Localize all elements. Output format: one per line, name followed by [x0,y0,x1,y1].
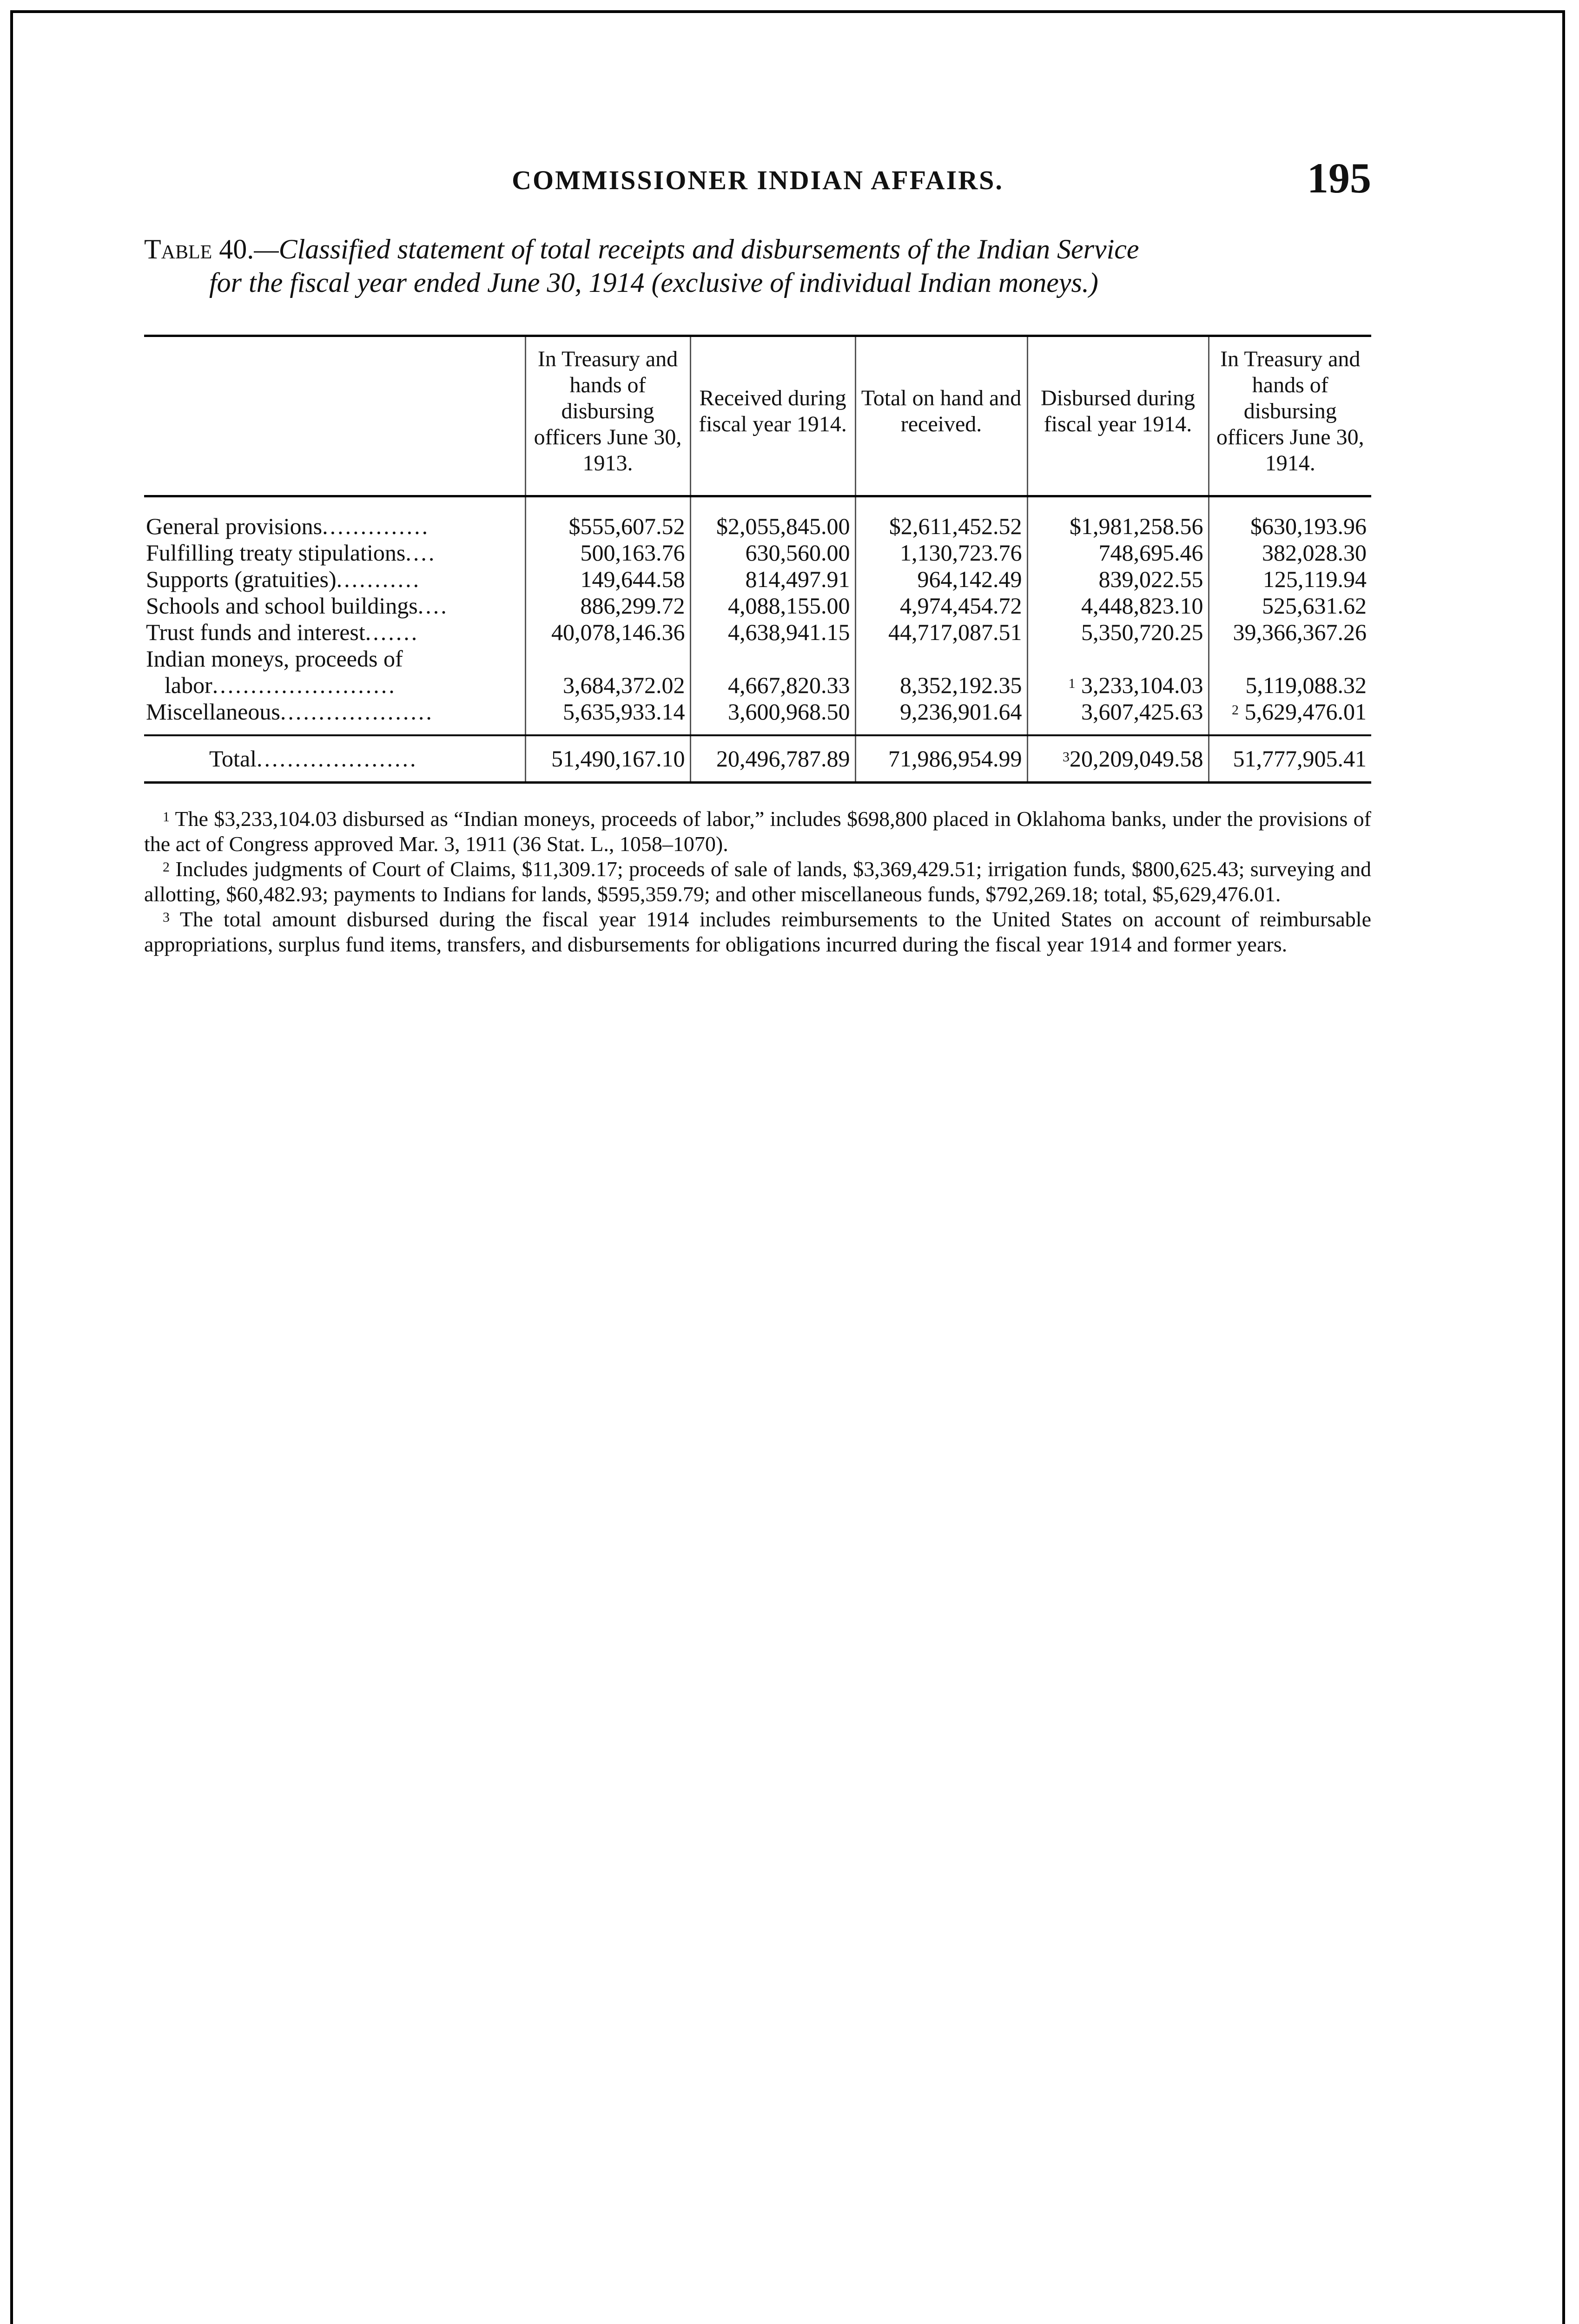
cell-total-on-hand: $2,611,452.52 [855,496,1027,540]
cell-received-1914: $2,055,845.00 [690,496,855,540]
caption-title-part-1: —Classified statement of total receipts and disbursements of the Indian Service [254,234,1139,264]
table-row [144,566,1371,593]
cell-balance-1914: $^2$ 5,629,476.01 [1209,699,1371,735]
header-total-on-hand: Total on hand and received. [855,336,1027,496]
cell-received-1914: 814,497.91 [690,566,855,593]
footnote-ref: 2 [1232,702,1239,718]
footnotes [144,806,1371,957]
cell-received-1914: 4,638,941.15 [690,619,855,646]
table-row [144,540,1371,566]
row-label: General provisions.............. [146,513,430,539]
cell-total-on-hand: 964,142.49 [855,566,1027,593]
header-disbursed-1914: Disbursed during fiscal year 1914. [1027,336,1209,496]
statement-table-wrapper [144,335,1371,784]
total-balance-1913: 51,490,167.10 [525,735,690,783]
cell-balance-1914: $630,193.96 [1209,496,1371,540]
footnote-3: $^3$ The total amount disbursed during the fiscal year 1914 includes reimbursements to the United States on account of reimbursable appropriations, surplus fund items, transfers, and disbursements for obligations incurred during the fiscal year 1914 and former years. [144,907,1371,956]
total-row [144,735,1371,783]
cell-balance-1913: 5,635,933.14 [525,699,690,735]
caption-line-1 [144,232,1371,266]
cell-balance-1913: 500,163.76 [525,540,690,566]
cell-total-on-hand: 1,130,723.76 [855,540,1027,566]
cell-balance-1914: 5,119,088.32 [1209,646,1371,699]
cell-balance-1913: 149,644.58 [525,566,690,593]
row-label: Supports (gratuities)........... [146,566,421,592]
page-number: 195 [1307,154,1371,202]
running-title: COMMISSIONER INDIAN AFFAIRS. [512,165,1004,195]
cell-disbursed-1914: 839,022.55 [1027,566,1209,593]
cell-received-1914: 630,560.00 [690,540,855,566]
row-label: Schools and school buildings.... [146,593,449,619]
cell-balance-1914: 382,028.30 [1209,540,1371,566]
cell-received-1914: 4,667,820.33 [690,646,855,699]
caption-title-part-2: for the fiscal year ended June 30, 1914 (exclusive of individual Indian moneys.) [209,267,1098,298]
cell-total-on-hand: 9,236,901.64 [855,699,1027,735]
table-caption [144,232,1371,299]
cell-balance-1913: 3,684,372.02 [525,646,690,699]
row-label: Indian moneys, proceeds of labor........................ [146,646,403,698]
header-row [144,336,1371,496]
cell-total-on-hand: 4,974,454.72 [855,593,1027,619]
total-balance-1914: 51,777,905.41 [1209,735,1371,783]
cell-balance-1914: 125,119.94 [1209,566,1371,593]
table-label: Table 40. [144,234,254,264]
table-row [144,646,1371,699]
table-row [144,699,1371,735]
header-balance-1914: In Treasury and hands of disbursing officers June 30, 1914. [1209,336,1371,496]
footnote-ref: 1 [1068,676,1076,691]
cell-disbursed-1914: 5,350,720.25 [1027,619,1209,646]
total-disbursed-1914: $^3$20,209,049.58 [1027,735,1209,783]
table-row [144,496,1371,540]
header-received-1914: Received during fiscal year 1914. [690,336,855,496]
running-head [144,153,1371,205]
row-label: Miscellaneous.................... [146,699,434,725]
total-label: Total..................... [144,735,525,783]
total-on-hand: 71,986,954.99 [855,735,1027,783]
footnote-2: $^2$ Includes judgments of Court of Claims, $11,309.17; proceeds of sale of lands, $3,369,429.51; irrigation funds, $800,625.43; surveying and allotting, $60,482.93; payments to Indians for lands, $595,359.79; and other miscellaneous funds, $792,269.18; total, $5,629,476.01. [144,857,1371,906]
cell-total-on-hand: 44,717,087.51 [855,619,1027,646]
cell-balance-1914: 39,366,367.26 [1209,619,1371,646]
cell-balance-1913: 40,078,146.36 [525,619,690,646]
cell-received-1914: 4,088,155.00 [690,593,855,619]
footnote-1: $^1$ The $3,233,104.03 disbursed as “Indian moneys, proceeds of labor,” includes $698,800 placed in Oklahoma banks, under the provisions of the act of Congress approved Mar. 3, 1911 (36 Stat. L., 1058–1070). [144,807,1371,856]
row-label: Trust funds and interest....... [146,619,419,645]
total-received-1914: 20,496,787.89 [690,735,855,783]
cell-disbursed-1914: 3,607,425.63 [1027,699,1209,735]
cell-received-1914: 3,600,968.50 [690,699,855,735]
cell-total-on-hand: 8,352,192.35 [855,646,1027,699]
footnote-ref: 3 [1063,749,1070,765]
cell-balance-1913: $555,607.52 [525,496,690,540]
header-balance-1913: In Treasury and hands of disbursing officers June 30, 1913. [525,336,690,496]
cell-disbursed-1914: $1,981,258.56 [1027,496,1209,540]
cell-disbursed-1914: 748,695.46 [1027,540,1209,566]
cell-disbursed-1914: 4,448,823.10 [1027,593,1209,619]
cell-balance-1913: 886,299.72 [525,593,690,619]
cell-disbursed-1914: $^1$ 3,233,104.03 [1027,646,1209,699]
table-row [144,593,1371,619]
table-row [144,619,1371,646]
statement-table [144,335,1371,784]
row-label: Fulfilling treaty stipulations.... [146,540,436,566]
cell-balance-1914: 525,631.62 [1209,593,1371,619]
header-label-column [144,336,525,496]
